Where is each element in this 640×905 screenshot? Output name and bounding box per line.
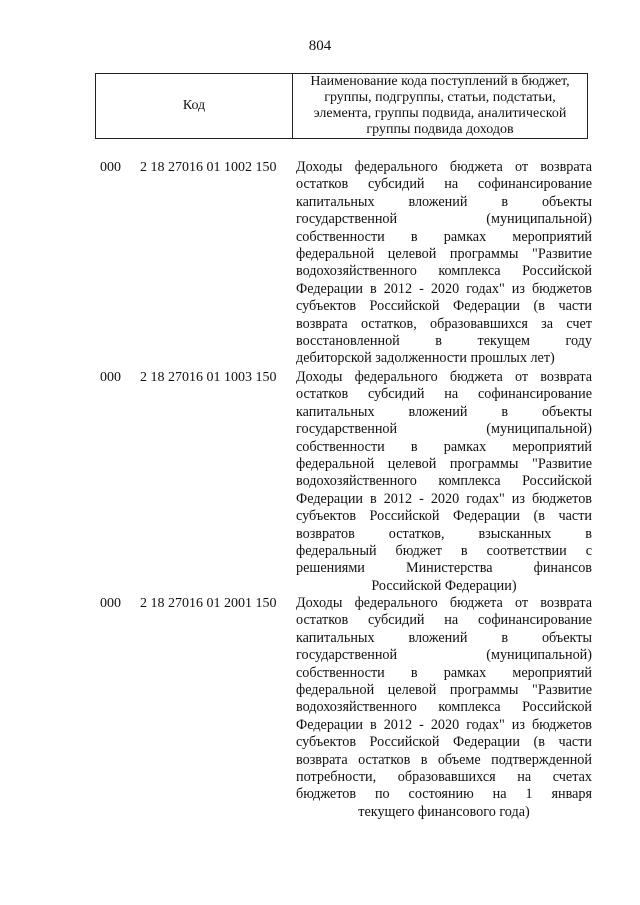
row-line: восстановленной в текущем году bbox=[296, 333, 592, 350]
row-line: Доходы федерального бюджета от возврата bbox=[296, 159, 592, 175]
row-line: возврата остатков, образовавшихся за счет bbox=[296, 315, 592, 332]
row-line: водохозяйственного комплекса Российской bbox=[296, 699, 592, 716]
row-line: федеральный бюджет в соответствии с bbox=[296, 543, 592, 560]
header-name-line: Наименование кода поступлений в бюджет, bbox=[310, 74, 570, 89]
row-line: собственности в рамках мероприятий bbox=[296, 438, 592, 455]
row-line: государственной (муниципальной) bbox=[296, 211, 592, 228]
header-name-line: элемента, группы подвида, аналитической bbox=[313, 106, 567, 121]
row-income-code: 2 18 27016 01 2001 150 bbox=[140, 596, 277, 611]
row-line: субъектов Российской Федерации (в части bbox=[296, 508, 592, 525]
table-header bbox=[95, 73, 588, 139]
row-income-code: 2 18 27016 01 1002 150 bbox=[140, 160, 277, 175]
row-line: возврата остатков в объеме подтвержденной bbox=[296, 751, 592, 768]
header-name-label bbox=[293, 74, 587, 138]
row-line: федеральной целевой программы "Развитие bbox=[296, 682, 592, 699]
row-line: собственности в рамках мероприятий bbox=[296, 228, 592, 245]
row-line: возвратов остатков, взысканных в bbox=[296, 525, 592, 542]
row-line: субъектов Российской Федерации (в части bbox=[296, 734, 592, 751]
row-line: остатков субсидий на софинансирование bbox=[296, 612, 592, 629]
row-code bbox=[100, 595, 296, 825]
row-description bbox=[296, 369, 592, 595]
header-name-line: группы, подгруппы, статьи, подстатьи, bbox=[324, 90, 556, 105]
row-line: Федерации в 2012 - 2020 годах" из бюджетов bbox=[296, 490, 592, 507]
row-line: государственной (муниципальной) bbox=[296, 647, 592, 664]
row-line: федеральной целевой программы "Развитие bbox=[296, 456, 592, 473]
row-line: собственности в рамках мероприятий bbox=[296, 664, 592, 681]
row-line: потребности, образовавшихся на счетах bbox=[296, 769, 592, 786]
row-admin-code: 000 bbox=[100, 596, 121, 611]
row-line: Доходы федерального бюджета от возврата bbox=[296, 595, 592, 611]
row-line: капитальных вложений в объекты bbox=[296, 629, 592, 646]
row-line: Федерации в 2012 - 2020 годах" из бюджетов bbox=[296, 280, 592, 297]
row-income-code: 2 18 27016 01 1003 150 bbox=[140, 370, 277, 385]
row-line: остатков субсидий на софинансирование bbox=[296, 176, 592, 193]
row-line: бюджетов по состоянию на 1 января bbox=[296, 786, 592, 803]
row-admin-code: 000 bbox=[100, 160, 121, 175]
row-code bbox=[100, 369, 296, 595]
row-line: водохозяйственного комплекса Российской bbox=[296, 473, 592, 490]
row-line: федеральной целевой программы "Развитие bbox=[296, 246, 592, 263]
row-line: капитальных вложений в объекты bbox=[296, 193, 592, 210]
table-row bbox=[100, 595, 592, 825]
row-line: государственной (муниципальной) bbox=[296, 421, 592, 438]
table-row bbox=[100, 159, 592, 369]
table-body bbox=[100, 159, 592, 825]
page-number: 804 bbox=[308, 38, 332, 54]
row-description bbox=[296, 159, 592, 369]
row-line: субъектов Российской Федерации (в части bbox=[296, 298, 592, 315]
row-line: текущего финансового года) bbox=[358, 803, 530, 820]
header-name-line: группы подвида доходов bbox=[366, 122, 514, 137]
row-code bbox=[100, 159, 296, 369]
row-admin-code: 000 bbox=[100, 370, 121, 385]
row-line: Федерации в 2012 - 2020 годах" из бюджетов bbox=[296, 716, 592, 733]
table-row bbox=[100, 369, 592, 595]
row-line: Российской Федерации) bbox=[371, 577, 517, 594]
row-line: решениями Министерства финансов bbox=[296, 560, 592, 577]
row-line: водохозяйственного комплекса Российской bbox=[296, 263, 592, 280]
row-line: остатков субсидий на софинансирование bbox=[296, 386, 592, 403]
header-code-label: Код bbox=[96, 74, 293, 138]
row-description bbox=[296, 595, 592, 825]
row-line: Доходы федерального бюджета от возврата bbox=[296, 369, 592, 385]
row-line: дебиторской задолженности прошлых лет) bbox=[296, 350, 555, 367]
row-line: капитальных вложений в объекты bbox=[296, 403, 592, 420]
